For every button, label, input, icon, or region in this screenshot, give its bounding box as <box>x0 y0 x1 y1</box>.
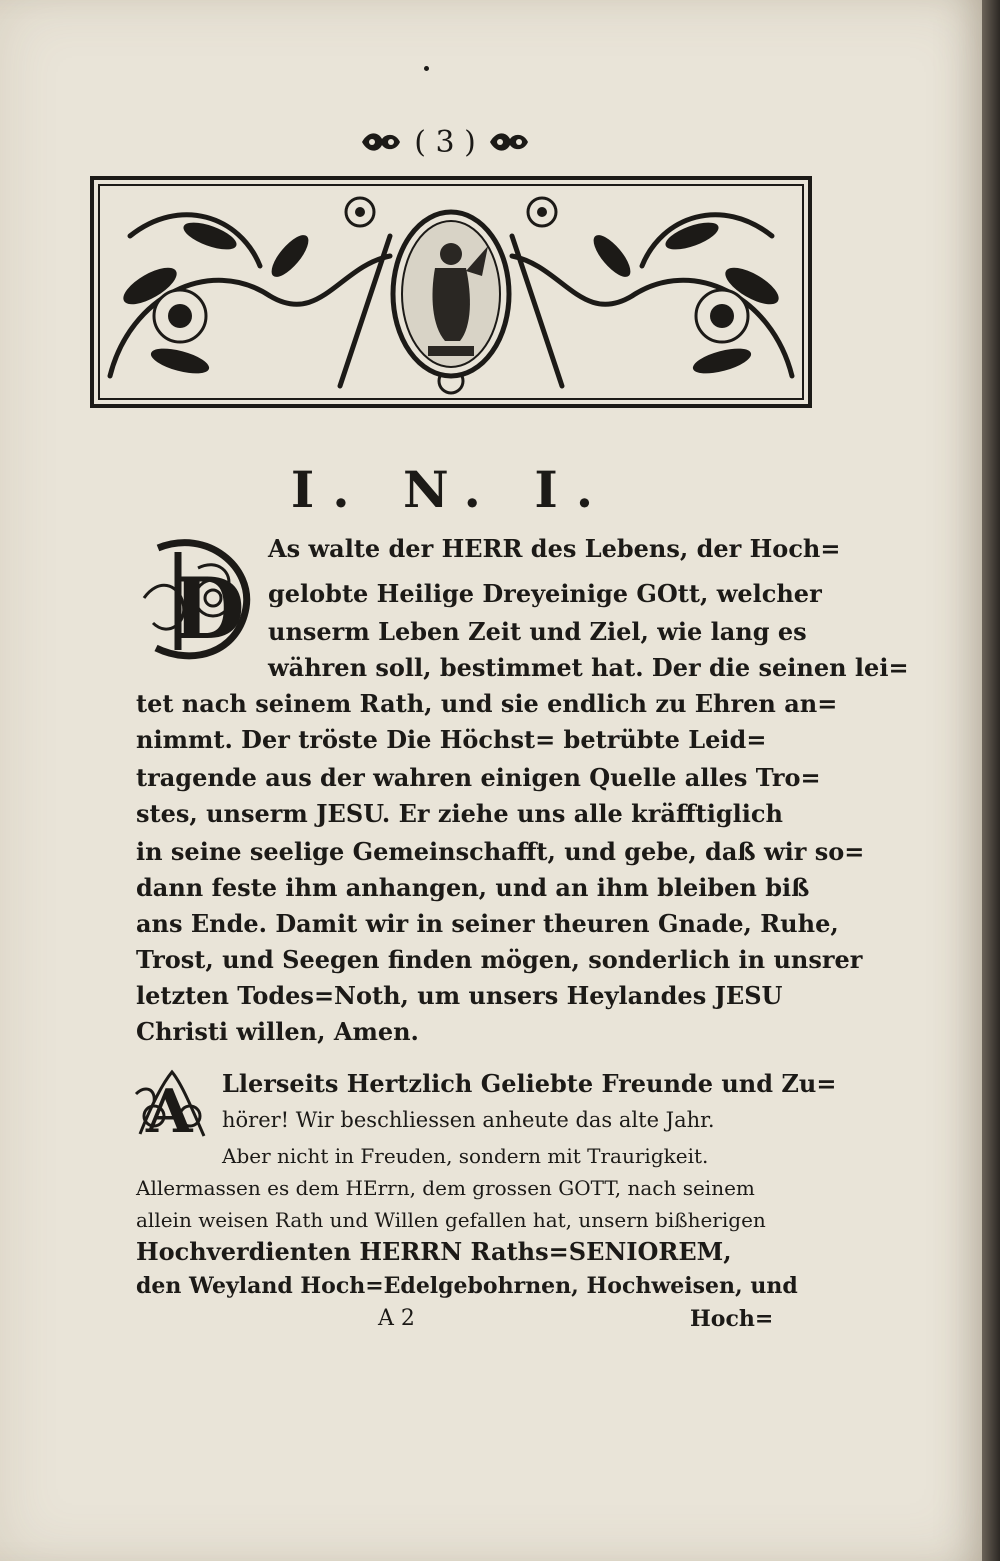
right-fleuron-icon <box>486 129 532 155</box>
left-fleuron-icon <box>358 129 404 155</box>
text-line: Christi willen, Amen. <box>136 1017 419 1046</box>
page-number-header <box>340 118 550 166</box>
text-line: Allermassen es dem HErrn, dem grossen GOTT, nach seinem <box>136 1176 755 1200</box>
ornamental-headpiece <box>90 176 812 408</box>
text-line: nimmt. Der tröste Die Höchst= betrübte Leid= <box>136 725 767 754</box>
text-line: As walte der HERR des Lebens, der Hoch= <box>268 534 841 563</box>
text-line: den Weyland Hoch=Edelgebohrnen, Hochweisen, und <box>136 1273 798 1299</box>
text-line: ans Ende. Damit wir in seiner theuren Gnade, Ruhe, <box>136 909 839 938</box>
svg-text:D: D <box>172 559 245 658</box>
signature-mark: A 2 <box>378 1306 415 1331</box>
invocation-heading: I. N. I. <box>290 460 612 519</box>
text-line: tragende aus der wahren einigen Quelle alles Tro= <box>136 763 821 792</box>
text-line: tet nach seinem Rath, und sie endlich zu Ehren an= <box>136 689 838 718</box>
decorated-initial-a <box>132 1064 212 1144</box>
text-line: letzten Todes=Noth, um unsers Heylandes JESU <box>136 981 783 1010</box>
text-line: Aber nicht in Freuden, sondern mit Traurigkeit. <box>222 1144 709 1168</box>
text-line: dann feste ihm anhangen, und an ihm bleiben biß <box>136 873 810 902</box>
text-line: in seine seelige Gemeinschafft, und gebe, daß wir so= <box>136 837 865 866</box>
text-line: Llerseits Hertzlich Geliebte Freunde und Zu= <box>222 1069 837 1098</box>
text-line: unserm Leben Zeit und Ziel, wie lang es <box>268 617 807 646</box>
text-line: gelobte Heilige Dreyeinige GOtt, welcher <box>268 579 822 608</box>
svg-text:A: A <box>146 1077 193 1144</box>
ink-dot <box>424 66 429 71</box>
text-line: Trost, und Seegen finden mögen, sonderlich in unsrer <box>136 945 863 974</box>
book-cover-edge <box>982 0 1000 1561</box>
decorated-initial-d <box>138 528 260 668</box>
text-line: Hochverdienten HERRN Raths=SENIOREM, <box>136 1237 732 1266</box>
text-line: allein weisen Rath und Willen gefallen hat, unsern bißherigen <box>136 1208 766 1232</box>
text-line: währen soll, bestimmet hat. Der die seinen lei= <box>268 653 909 682</box>
page-number: ( 3 ) <box>414 124 476 160</box>
text-line: stes, unserm JESU. Er ziehe uns alle kräfftiglich <box>136 799 783 828</box>
catchword: Hoch= <box>690 1306 774 1332</box>
text-line: hörer! Wir beschliessen anheute das alte Jahr. <box>222 1108 715 1132</box>
